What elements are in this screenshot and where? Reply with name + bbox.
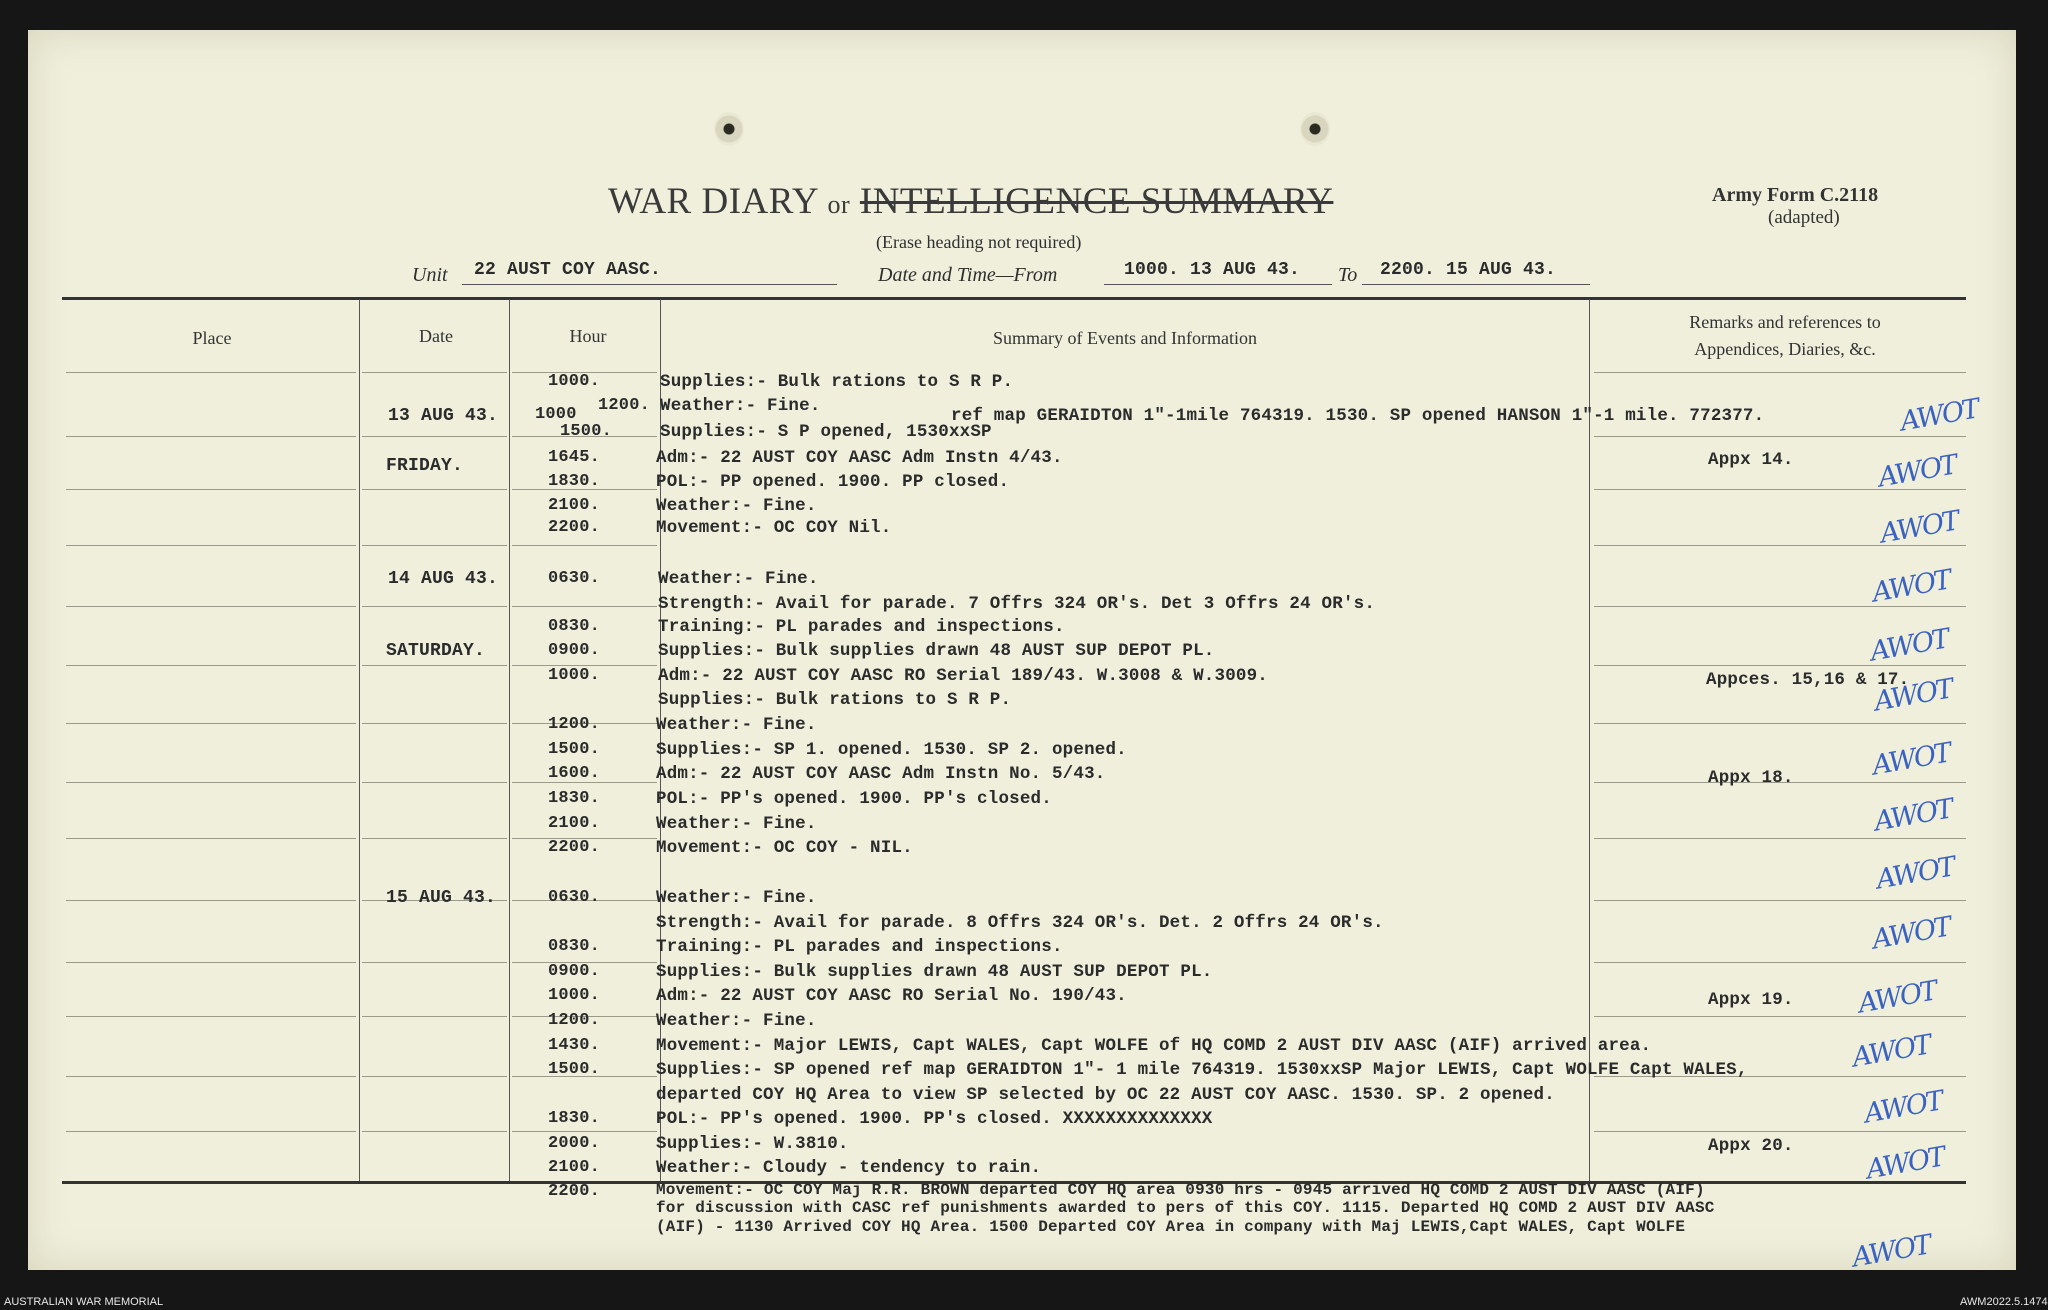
- col-header-hour: Hour: [569, 326, 607, 346]
- summary-entry: Weather:- Cloudy - tendency to rain.: [656, 1158, 1042, 1178]
- date-cell: 15 AUG 43.: [386, 888, 497, 908]
- hour-cell: 1600.: [548, 764, 601, 783]
- hour-cell: 1500.: [548, 740, 601, 759]
- handwritten-initials: AWOT: [1863, 1141, 1947, 1186]
- ruled-line: [66, 372, 356, 373]
- date-to-underline: [1362, 284, 1590, 285]
- handwritten-initials: AWOT: [1871, 793, 1955, 838]
- col-header-place: Place: [192, 328, 232, 348]
- summary-entry: Supplies:- SP opened ref map GERAIDTON 1"- 1 mile 764319. 1530xxSP Major LEWIS, Capt WOLFE Capt WALES,: [656, 1060, 1748, 1080]
- column-divider: [359, 299, 360, 1181]
- handwritten-initials: AWOT: [1849, 1029, 1933, 1074]
- hour-cell: 1430.: [548, 1036, 601, 1055]
- unit-value: 22 AUST COY AASC.: [474, 260, 662, 280]
- summary-entry: departed COY HQ Area to view SP selected by OC 22 AUST COY AASC. 1530. SP. 2 opened.: [656, 1085, 1555, 1105]
- hour-cell: 1200.: [548, 715, 601, 734]
- remark-cell: Appx 14.: [1708, 450, 1794, 470]
- hour-cell: 1000.: [548, 986, 601, 1005]
- ruled-line: [1594, 723, 1966, 724]
- ruled-line: [362, 1016, 507, 1017]
- summary-entry: Weather:- Fine.: [656, 814, 817, 834]
- ruled-line: [362, 962, 507, 963]
- handwritten-initials: AWOT: [1861, 1085, 1945, 1130]
- summary-entry: Weather:- Fine.: [656, 888, 817, 908]
- ruled-line: [512, 606, 657, 607]
- ruled-line: [1594, 962, 1966, 963]
- ruled-line: [362, 545, 507, 546]
- ruled-line: [1594, 489, 1966, 490]
- summary-entry: for discussion with CASC ref punishments awarded to pers of this COY. 1115. Departed HQ COMD 2 AUST DIV AASC: [656, 1199, 1715, 1217]
- summary-entry: Supplies:- W.3810.: [656, 1134, 849, 1154]
- summary-entry: Supplies:- Bulk rations to S R P.: [660, 372, 1014, 392]
- ruled-line: [362, 665, 507, 666]
- ruled-line: [512, 1131, 657, 1132]
- unit-underline: [462, 284, 837, 285]
- hour-cell: 1500.: [560, 422, 613, 441]
- summary-entry: Weather:- Fine.: [660, 396, 821, 416]
- ruled-line: [512, 545, 657, 546]
- summary-entry: Supplies:- Bulk supplies drawn 48 AUST SUP DEPOT PL.: [658, 641, 1215, 661]
- erase-note: (Erase heading not required): [876, 232, 1082, 252]
- date-cell: 14 AUG 43.: [388, 569, 499, 589]
- summary-entry: Training:- PL parades and inspections.: [656, 937, 1063, 957]
- ruled-line: [66, 723, 356, 724]
- hour-cell: 0830.: [548, 937, 601, 956]
- ruled-line: [66, 1016, 356, 1017]
- summary-entry: Adm:- 22 AUST COY AASC Adm Instn No. 5/43.: [656, 764, 1106, 784]
- col-header-remarks-1: Remarks and references to: [1689, 312, 1881, 332]
- ruled-line: [66, 606, 356, 607]
- summary-entry: Weather:- Fine.: [658, 569, 819, 589]
- date-time-label: Date and Time—From: [878, 264, 1058, 286]
- hour-cell: 2200.: [548, 838, 601, 857]
- summary-entry: Movement:- OC COY Maj R.R. BROWN departed COY HQ area 0930 hrs - 0945 arrived HQ COMD 2 AUST DIV AASC (AIF): [656, 1181, 1705, 1199]
- ruled-line: [66, 1131, 356, 1132]
- summary-entry: POL:- PP opened. 1900. PP closed.: [656, 472, 1010, 492]
- handwritten-initials: AWOT: [1897, 393, 1981, 438]
- handwritten-initials: AWOT: [1867, 623, 1951, 668]
- summary-entry: Supplies:- SP 1. opened. 1530. SP 2. opened.: [656, 740, 1127, 760]
- ruled-line: [66, 545, 356, 546]
- summary-entry: Supplies:- Bulk rations to S R P.: [658, 690, 1012, 710]
- hour-cell: 0630.: [548, 888, 601, 907]
- summary-entry: Adm:- 22 AUST COY AASC RO Serial No. 190/43.: [656, 986, 1127, 1006]
- footer-archive-ref: AWM2022.5.1474: [1960, 1296, 2048, 1308]
- summary-entry: Weather:- Fine.: [656, 715, 817, 735]
- ruled-line: [1594, 372, 1966, 373]
- handwritten-initials: AWOT: [1869, 564, 1953, 609]
- handwritten-initials: AWOT: [1849, 1229, 1933, 1274]
- date-from-underline: [1104, 284, 1332, 285]
- handwritten-initials: AWOT: [1877, 505, 1961, 550]
- handwritten-initials: AWOT: [1869, 737, 1953, 782]
- hour-cell: 2100.: [548, 814, 601, 833]
- hour-cell: 2000.: [548, 1134, 601, 1153]
- summary-entry: Supplies:- S P opened, 1530xxSP: [660, 422, 992, 442]
- ruled-line: [66, 436, 356, 437]
- hour-cell: 0900.: [548, 962, 601, 981]
- ruled-line: [66, 838, 356, 839]
- summary-entry: POL:- PP's opened. 1900. PP's closed.: [656, 789, 1052, 809]
- page-title: [608, 180, 1333, 223]
- ruled-line: [362, 436, 507, 437]
- ruled-line: [1594, 838, 1966, 839]
- ruled-line: [362, 1076, 507, 1077]
- date-cell: 13 AUG 43.: [388, 406, 499, 426]
- remark-cell: Appx 19.: [1708, 990, 1794, 1010]
- summary-entry: Movement:- OC COY - NIL.: [656, 838, 913, 858]
- col-header-remarks-2: Appendices, Diaries, &c.: [1694, 339, 1876, 359]
- hour-cell: 0830.: [548, 617, 601, 636]
- hour-cell: 2100.: [548, 496, 601, 515]
- summary-entry: Movement:- Major LEWIS, Capt WALES, Capt WOLFE of HQ COMD 2 AUST DIV AASC (AIF) arrived area.: [656, 1036, 1652, 1056]
- date-cell: SATURDAY.: [386, 641, 486, 661]
- summary-entry: ref map GERAIDTON 1"-1mile 764319. 1530. SP opened HANSON 1"-1 mile. 772377.: [951, 406, 1765, 426]
- col-header-date: Date: [419, 326, 453, 346]
- ruled-line: [1594, 665, 1966, 666]
- ruled-line: [362, 372, 507, 373]
- summary-entry: Strength:- Avail for parade. 8 Offrs 324 OR's. Det. 2 Offrs 24 OR's.: [656, 913, 1384, 933]
- hour-cell: 2200.: [548, 518, 601, 537]
- hour-cell: 0900.: [548, 641, 601, 660]
- handwritten-initials: AWOT: [1855, 975, 1939, 1020]
- ruled-line: [66, 900, 356, 901]
- summary-entry: POL:- PP's opened. 1900. PP's closed. XXXXXXXXXXXXXX: [656, 1109, 1213, 1129]
- hour-cell: 1000.: [548, 666, 601, 685]
- hour-cell: 1200.: [598, 396, 651, 415]
- hour-cell: 1830.: [548, 472, 601, 491]
- army-form-sub: (adapted): [1768, 207, 1840, 228]
- ruled-line: [66, 962, 356, 963]
- footer-archive-name: AUSTRALIAN WAR MEMORIAL: [4, 1296, 164, 1308]
- column-divider: [509, 299, 510, 1181]
- table-top-rule: [62, 297, 1966, 300]
- hour-cell: 1645.: [548, 448, 601, 467]
- ruled-line: [1594, 1016, 1966, 1017]
- date-to-value: 2200. 15 AUG 43.: [1380, 260, 1557, 280]
- summary-entry: Supplies:- Bulk supplies drawn 48 AUST SUP DEPOT PL.: [656, 962, 1213, 982]
- hour-cell: 1000.: [548, 372, 601, 391]
- hour-cell: 1000: [535, 405, 577, 424]
- summary-entry: Weather:- Fine.: [656, 496, 817, 516]
- ruled-line: [1594, 606, 1966, 607]
- ruled-line: [362, 723, 507, 724]
- ruled-line: [1594, 900, 1966, 901]
- hour-cell: 0630.: [548, 569, 601, 588]
- ruled-line: [66, 665, 356, 666]
- ruled-line: [362, 782, 507, 783]
- hour-cell: 2100.: [548, 1158, 601, 1177]
- ruled-line: [66, 1076, 356, 1077]
- summary-entry: (AIF) - 1130 Arrived COY HQ Area. 1500 Departed COY Area in company with Maj LEWIS,Capt WALES, Capt WOLFE: [656, 1218, 1686, 1236]
- punch-hole-right: [1300, 112, 1330, 146]
- summary-entry: Adm:- 22 AUST COY AASC Adm Instn 4/43.: [656, 448, 1063, 468]
- unit-label: Unit: [412, 264, 448, 286]
- ruled-line: [362, 489, 507, 490]
- summary-entry: Adm:- 22 AUST COY AASC RO Serial 189/43. W.3008 & W.3009.: [658, 666, 1268, 686]
- summary-entry: Training:- PL parades and inspections.: [658, 617, 1065, 637]
- handwritten-initials: AWOT: [1869, 911, 1953, 956]
- ruled-line: [66, 782, 356, 783]
- date-cell: FRIDAY.: [386, 456, 464, 476]
- summary-entry: Movement:- OC COY Nil.: [656, 518, 892, 538]
- summary-entry: Strength:- Avail for parade. 7 Offrs 324 OR's. Det 3 Offrs 24 OR's.: [658, 594, 1376, 614]
- handwritten-initials: AWOT: [1873, 851, 1957, 896]
- handwritten-initials: AWOT: [1875, 449, 1959, 494]
- title-struck: INTELLIGENCE SUMMARY: [859, 181, 1334, 222]
- hour-cell: 1200.: [548, 1011, 601, 1030]
- hour-cell: 2200.: [548, 1182, 601, 1201]
- hour-cell: 1830.: [548, 789, 601, 808]
- date-to-label: To: [1338, 264, 1358, 286]
- ruled-line: [1594, 1131, 1966, 1132]
- hour-cell: 1500.: [548, 1060, 601, 1079]
- ruled-line: [1594, 545, 1966, 546]
- remark-cell: Appces. 15,16 & 17.: [1706, 670, 1910, 690]
- col-header-summary: Summary of Events and Information: [993, 328, 1257, 348]
- date-from-value: 1000. 13 AUG 43.: [1124, 260, 1301, 280]
- punch-hole-left: [714, 112, 744, 146]
- remark-cell: Appx 20.: [1708, 1136, 1794, 1156]
- title-war-diary: WAR DIARY: [608, 181, 818, 222]
- summary-entry: Weather:- Fine.: [656, 1011, 817, 1031]
- ruled-line: [362, 606, 507, 607]
- title-or: or: [827, 190, 851, 219]
- ruled-line: [66, 489, 356, 490]
- hour-cell: 1830.: [548, 1109, 601, 1128]
- handwritten-initials: AWOT: [1871, 673, 1955, 718]
- army-form-name: Army Form C.2118: [1712, 184, 1879, 206]
- ruled-line: [362, 838, 507, 839]
- ruled-line: [362, 1131, 507, 1132]
- remark-cell: Appx 18.: [1708, 768, 1794, 788]
